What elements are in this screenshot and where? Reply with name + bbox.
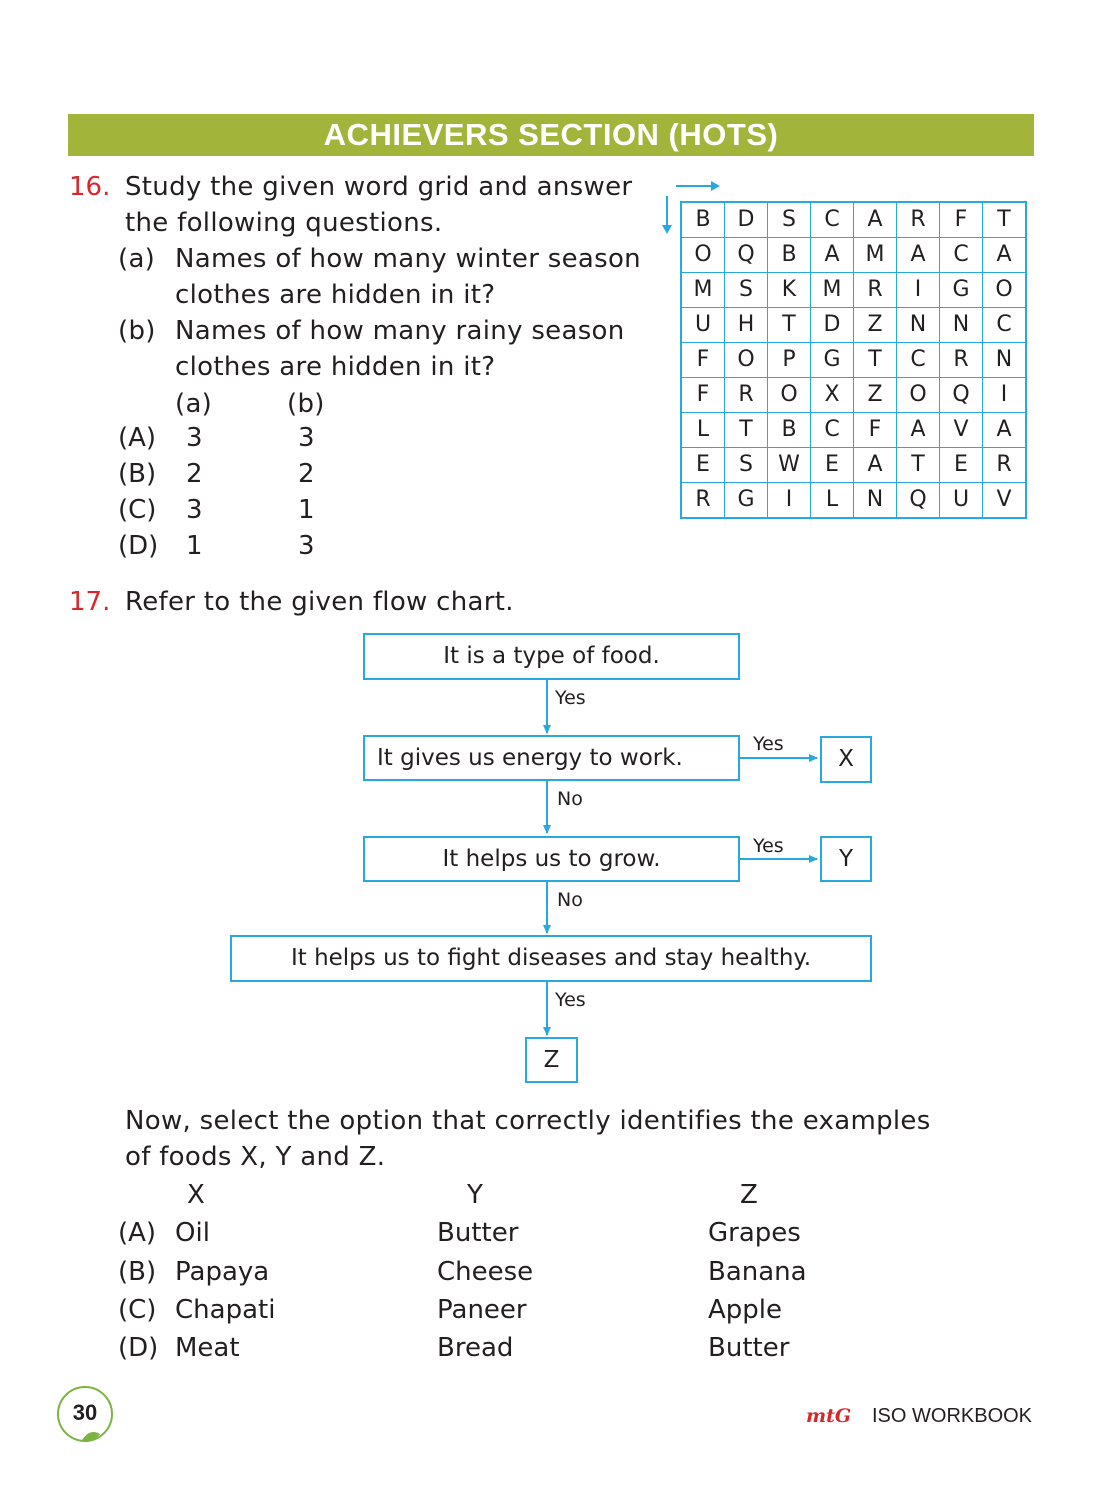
flow-box-energy: It gives us energy to work. (363, 735, 740, 781)
word-grid-cell: N (897, 308, 940, 343)
q16-option-d-value-b: 3 (298, 531, 315, 561)
word-grid-cell: T (854, 343, 897, 378)
word-grid-cell: Q (940, 378, 983, 413)
word-grid-cell: S (725, 448, 768, 483)
flow-box-grow: It helps us to grow. (363, 836, 740, 882)
section-banner: ACHIEVERS SECTION (HOTS) (68, 114, 1034, 156)
word-grid-cell: I (768, 483, 811, 519)
word-grid-cell: C (940, 238, 983, 273)
q16-option-a-value-a: 3 (186, 423, 203, 453)
word-grid-cell: I (897, 273, 940, 308)
word-grid-cell: E (940, 448, 983, 483)
word-grid-cell: C (811, 413, 854, 448)
word-grid-cell: U (940, 483, 983, 519)
flow-box-y: Y (820, 836, 872, 882)
word-grid-cell: Q (725, 238, 768, 273)
q17-option-b-z: Banana (708, 1257, 807, 1287)
question-17-number: 17. (69, 587, 111, 617)
word-grid-cell: R (725, 378, 768, 413)
q17-option-d-x: Meat (175, 1333, 240, 1363)
q16-option-a-label[interactable]: (A) (118, 423, 157, 453)
word-grid-cell: V (983, 483, 1027, 519)
q16-b-line-1: Names of how many rainy season (175, 316, 625, 346)
word-grid-cell: V (940, 413, 983, 448)
q17-option-d-z: Butter (708, 1333, 790, 1363)
flow-label-yes-y: Yes (753, 835, 784, 857)
word-grid-cell: A (854, 202, 897, 238)
word-grid-cell: A (983, 238, 1027, 273)
q17-option-b-y: Cheese (437, 1257, 534, 1287)
q16-option-c-label[interactable]: (C) (118, 495, 157, 525)
word-grid-cell: M (681, 273, 725, 308)
word-grid-cell: S (725, 273, 768, 308)
word-grid-cell: R (854, 273, 897, 308)
word-grid-cell: Z (854, 308, 897, 343)
q16-a-line-2: clothes are hidden in it? (175, 280, 496, 310)
q17-option-d-label[interactable]: (D) (118, 1333, 159, 1363)
q17-select-line-1: Now, select the option that correctly identifies the examples (125, 1106, 931, 1136)
q16-option-a-value-b: 3 (298, 423, 315, 453)
word-grid-cell: M (811, 273, 854, 308)
flow-box-food: It is a type of food. (363, 633, 740, 680)
q17-option-a-x: Oil (175, 1218, 210, 1248)
word-grid-cell: A (897, 238, 940, 273)
q16-option-d-label[interactable]: (D) (118, 531, 159, 561)
flow-label-yes-x: Yes (753, 733, 784, 755)
word-grid-cell: G (811, 343, 854, 378)
word-grid-cell: C (811, 202, 854, 238)
word-grid-cell: U (681, 308, 725, 343)
q17-prompt: Refer to the given flow chart. (125, 587, 514, 617)
word-grid-cell: Q (897, 483, 940, 519)
word-grid-cell: R (897, 202, 940, 238)
flow-label-yes-2: Yes (555, 989, 586, 1011)
word-grid-cell: F (940, 202, 983, 238)
q16-option-b-value-b: 2 (298, 459, 315, 489)
word-grid-cell: N (983, 343, 1027, 378)
question-16-number: 16. (69, 172, 111, 202)
q17-option-a-y: Butter (437, 1218, 519, 1248)
q16-col-b-header: (b) (287, 389, 325, 419)
q16-option-c-value-b: 1 (298, 495, 315, 525)
word-grid-cell: H (725, 308, 768, 343)
word-grid-cell: M (854, 238, 897, 273)
flow-box-z: Z (525, 1037, 578, 1083)
q16-a-line-1: Names of how many winter season (175, 244, 641, 274)
word-grid-cell: O (983, 273, 1027, 308)
flow-box-diseases: It helps us to fight diseases and stay healthy. (230, 935, 872, 982)
word-grid-cell: N (940, 308, 983, 343)
word-grid-cell: R (983, 448, 1027, 483)
q17-option-c-z: Apple (708, 1295, 783, 1325)
q16-b-label: (b) (118, 316, 156, 346)
q16-option-d-value-a: 1 (186, 531, 203, 561)
word-grid-cell: F (681, 378, 725, 413)
word-grid-cell: Z (854, 378, 897, 413)
q17-header-y: Y (467, 1180, 483, 1210)
q17-header-x: X (187, 1180, 205, 1210)
q16-b-line-2: clothes are hidden in it? (175, 352, 496, 382)
word-grid-cell: E (681, 448, 725, 483)
word-grid-cell: B (681, 202, 725, 238)
word-grid-cell: G (940, 273, 983, 308)
q17-option-c-y: Paneer (437, 1295, 527, 1325)
word-grid-cell: A (811, 238, 854, 273)
word-grid-cell: X (811, 378, 854, 413)
word-grid-cell: R (681, 483, 725, 519)
word-grid-cell: N (854, 483, 897, 519)
q17-option-a-z: Grapes (708, 1218, 801, 1248)
q17-option-b-x: Papaya (175, 1257, 270, 1287)
word-grid-cell: C (983, 308, 1027, 343)
word-grid-cell: F (681, 343, 725, 378)
word-grid-cell: S (768, 202, 811, 238)
q17-option-c-x: Chapati (175, 1295, 276, 1325)
q17-header-z: Z (740, 1180, 758, 1210)
word-grid-cell: K (768, 273, 811, 308)
q17-option-c-label[interactable]: (C) (118, 1295, 157, 1325)
flow-label-yes-1: Yes (555, 687, 586, 709)
flow-label-no-1: No (557, 788, 583, 810)
publisher-logo: mtG (806, 1405, 852, 1427)
q17-option-a-label[interactable]: (A) (118, 1218, 157, 1248)
word-grid-cell: E (811, 448, 854, 483)
word-grid-cell: T (897, 448, 940, 483)
word-grid-cell: F (854, 413, 897, 448)
q17-select-line-2: of foods X, Y and Z. (125, 1142, 386, 1172)
q16-option-b-value-a: 2 (186, 459, 203, 489)
word-grid-cell: W (768, 448, 811, 483)
word-grid-cell: O (768, 378, 811, 413)
word-grid-cell: T (768, 308, 811, 343)
word-grid-cell: T (983, 202, 1027, 238)
word-grid-cell: O (725, 343, 768, 378)
word-grid-cell: A (897, 413, 940, 448)
flow-box-x: X (820, 736, 872, 783)
q17-option-d-y: Bread (437, 1333, 514, 1363)
word-grid-cell: T (725, 413, 768, 448)
word-grid-cell: R (940, 343, 983, 378)
word-grid-cell: B (768, 238, 811, 273)
word-grid-cell: B (768, 413, 811, 448)
word-grid-cell: L (811, 483, 854, 519)
word-grid-cell: A (854, 448, 897, 483)
workbook-title: ISO WORKBOOK (872, 1405, 1033, 1427)
word-grid-cell: C (897, 343, 940, 378)
word-grid-cell: P (768, 343, 811, 378)
word-grid-cell: D (725, 202, 768, 238)
word-grid-cell: O (897, 378, 940, 413)
word-grid-cell: D (811, 308, 854, 343)
word-grid-cell: L (681, 413, 725, 448)
word-grid-cell: I (983, 378, 1027, 413)
flow-label-no-2: No (557, 889, 583, 911)
q16-col-a-header: (a) (175, 389, 213, 419)
q16-line-1: Study the given word grid and answer (125, 172, 633, 202)
q17-option-b-label[interactable]: (B) (118, 1257, 157, 1287)
q16-a-label: (a) (118, 244, 156, 274)
q16-option-b-label[interactable]: (B) (118, 459, 157, 489)
word-grid-cell: G (725, 483, 768, 519)
word-grid-cell: A (983, 413, 1027, 448)
word-grid-cell: O (681, 238, 725, 273)
q16-line-2: the following questions. (125, 208, 443, 238)
q16-option-c-value-a: 3 (186, 495, 203, 525)
page-number: 30 (57, 1386, 113, 1442)
